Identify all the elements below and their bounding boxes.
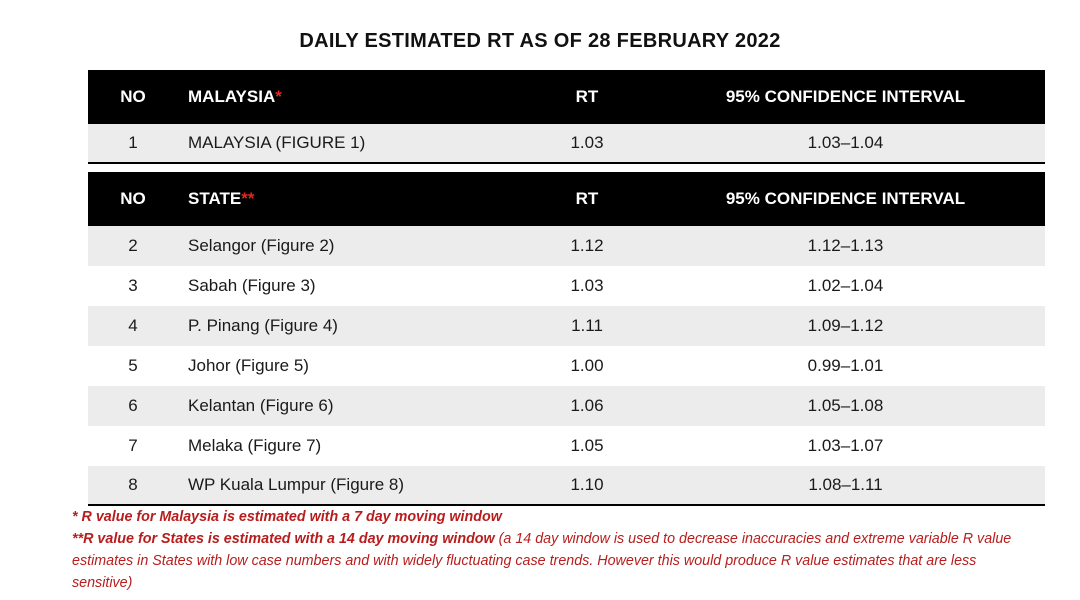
cell-rt: 1.10 [570,475,604,494]
cell-rt: 1.03 [570,276,604,295]
cell-name: WP Kuala Lumpur (Figure 8) [188,475,405,494]
cell-name: Kelantan (Figure 6) [188,396,334,415]
cell-no: 8 [128,475,138,494]
header-rt: RT [575,87,599,106]
cell-name: Melaka (Figure 7) [188,436,322,455]
cell-name: MALAYSIA (FIGURE 1) [188,133,366,152]
table-row [88,266,1045,306]
cell-no: 7 [128,436,138,455]
table-row [88,124,1045,162]
header-ci: 95% CONFIDENCE INTERVAL [725,189,966,208]
cell-ci: 1.02–1.04 [807,276,884,295]
footnote-malaysia-text: * R value for Malaysia is estimated with a 7 day moving window [72,509,502,525]
cell-rt: 1.05 [570,436,604,455]
asterisk-mark: * [275,87,282,106]
table-row [88,306,1045,346]
table-row [88,426,1045,466]
malaysia-table [88,70,1045,164]
cell-no: 5 [128,356,138,375]
cell-ci: 1.09–1.12 [807,316,884,335]
cell-ci: 1.03–1.04 [807,133,884,152]
table-row [88,226,1045,266]
cell-ci: 1.05–1.08 [807,396,884,415]
divider [88,162,1045,164]
cell-ci: 1.03–1.07 [807,436,884,455]
cell-name: Sabah (Figure 3) [188,276,316,295]
table-row [88,346,1045,386]
cell-ci: 1.12–1.13 [807,236,884,255]
footnote-malaysia [72,506,1032,528]
cell-rt: 1.06 [570,396,604,415]
malaysia-table-header [88,70,1045,124]
header-malaysia [178,87,528,107]
state-table-header [88,172,1045,226]
header-state-label: STATE [188,189,242,208]
table-row [88,386,1045,426]
state-table [88,172,1045,506]
cell-no: 4 [128,316,138,335]
cell-rt: 1.00 [570,356,604,375]
footnote-states-bold: **R value for States is estimated with a 14 day moving window [72,531,495,547]
cell-name: Johor (Figure 5) [188,356,309,375]
cell-name: Selangor (Figure 2) [188,236,335,255]
cell-no: 6 [128,396,138,415]
double-asterisk-mark: ** [241,189,255,208]
cell-no: 1 [128,133,138,152]
header-rt: RT [575,189,599,208]
page-title: DAILY ESTIMATED RT AS OF 28 FEBRUARY 2022 [299,30,781,52]
cell-no: 3 [128,276,138,295]
header-no: NO [120,87,146,106]
footnotes [72,506,1032,594]
footnote-states-detail: (a 14 day window is used to decrease inaccuracies and extreme variable R value estimates in States with low case numbers and with widely fluctuating case trends. However this would produce R value estimates that are less sensitive) [72,531,1012,591]
cell-rt: 1.03 [570,133,604,152]
header-no: NO [120,189,146,208]
cell-ci: 0.99–1.01 [807,356,884,375]
header-state [178,189,528,209]
header-ci: 95% CONFIDENCE INTERVAL [725,87,966,106]
cell-rt: 1.11 [571,316,603,335]
cell-no: 2 [128,236,138,255]
footnote-states [72,528,1032,594]
cell-ci: 1.08–1.11 [808,475,883,494]
cell-rt: 1.12 [570,236,604,255]
table-row [88,466,1045,504]
header-malaysia-label: MALAYSIA [188,87,276,106]
cell-name: P. Pinang (Figure 4) [188,316,338,335]
